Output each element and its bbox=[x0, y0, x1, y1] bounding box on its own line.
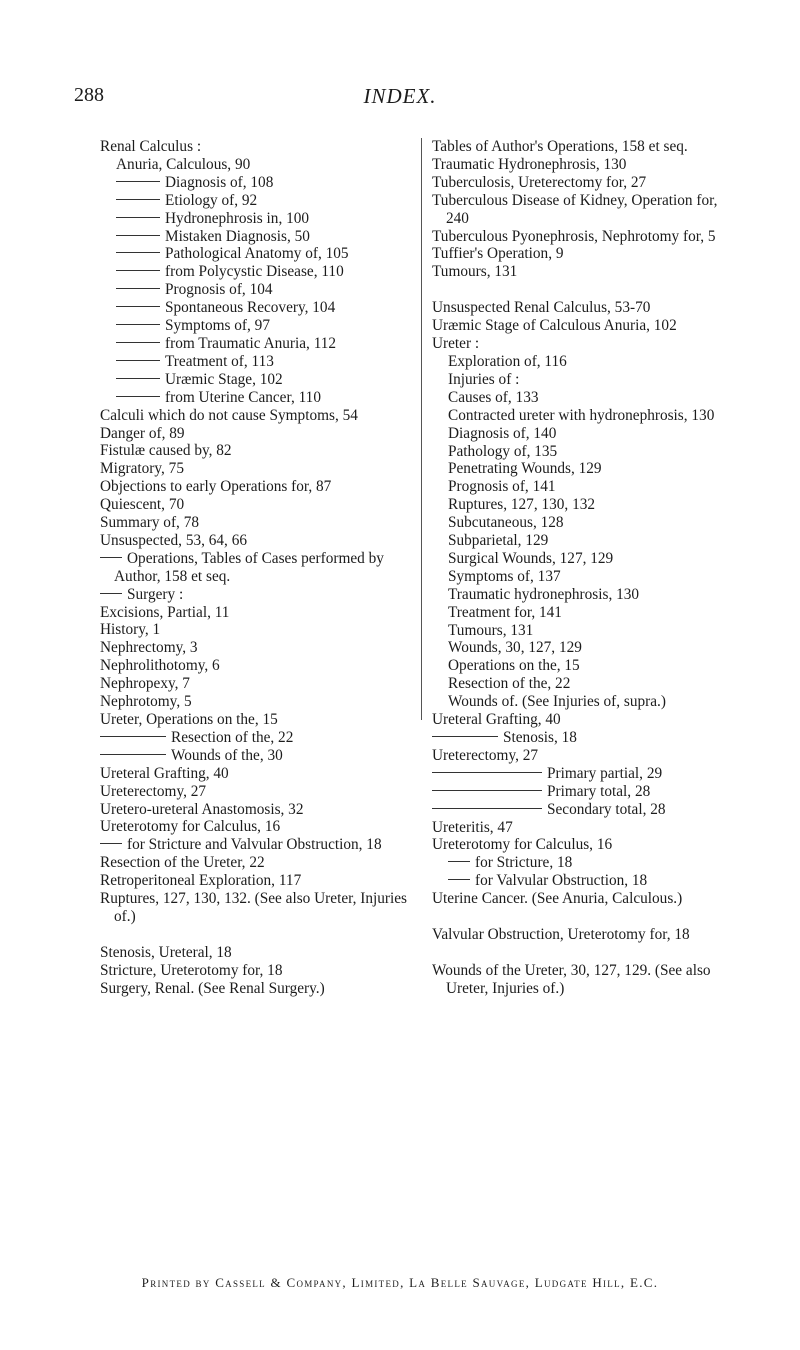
index-entry-text: from Uterine Cancer, 110 bbox=[165, 388, 321, 406]
index-entry bbox=[432, 693, 740, 711]
ditto-dash bbox=[116, 181, 160, 182]
index-entry bbox=[100, 639, 412, 657]
ditto-dash bbox=[116, 360, 160, 361]
index-entry-text: Retroperitoneal Exploration, 117 bbox=[100, 872, 302, 890]
index-entry-text: Wounds of the, 30 bbox=[171, 746, 283, 764]
ditto-dash bbox=[100, 736, 166, 737]
index-entry bbox=[100, 890, 412, 926]
index-entry-text: Uretero-ureteral Anastomosis, 32 bbox=[100, 800, 304, 818]
index-entry-text: Migratory, 75 bbox=[100, 460, 184, 478]
index-entry bbox=[432, 586, 740, 604]
ditto-dash bbox=[116, 324, 160, 325]
index-entry bbox=[432, 389, 740, 407]
index-entry-text: Summary of, 78 bbox=[100, 514, 199, 532]
index-entry bbox=[100, 210, 412, 228]
index-entry-text: Exploration of, 116 bbox=[448, 352, 567, 370]
index-entry-text: Unsuspected, 53, 64, 66 bbox=[100, 531, 248, 549]
index-entry-text: Tables of Author's Operations, 158 et seq. bbox=[432, 138, 688, 155]
index-entry-text: Stenosis, 18 bbox=[503, 729, 577, 746]
index-entry-text: Mistaken Diagnosis, 50 bbox=[165, 227, 310, 245]
index-entry-text: Wounds of. (See Injuries of, supra.) bbox=[448, 693, 666, 711]
index-entry bbox=[432, 228, 740, 246]
index-entry-text: Uræmic Stage, 102 bbox=[165, 370, 283, 388]
index-entry-text: Primary total, 28 bbox=[547, 782, 651, 800]
ditto-dash bbox=[116, 396, 160, 397]
index-entry bbox=[432, 514, 740, 532]
index-entry bbox=[100, 335, 412, 353]
index-entry-text: Surgery, Renal. (See Renal Surgery.) bbox=[100, 979, 325, 997]
ditto-dash bbox=[448, 861, 470, 862]
index-entry bbox=[432, 335, 740, 353]
index-entry bbox=[432, 443, 740, 461]
index-entry-text: Subcutaneous, 128 bbox=[448, 514, 564, 532]
index-entry bbox=[432, 353, 740, 371]
index-entry bbox=[432, 657, 740, 675]
index-entry-text: Primary partial, 29 bbox=[547, 764, 663, 782]
index-entry bbox=[432, 639, 740, 657]
index-entry bbox=[100, 818, 412, 836]
index-entry bbox=[100, 621, 412, 639]
index-entry bbox=[100, 711, 412, 729]
index-entry bbox=[100, 371, 412, 389]
index-entry-text: Tumours, 131 bbox=[448, 621, 534, 639]
ditto-dash bbox=[100, 557, 122, 558]
index-entry bbox=[100, 944, 412, 962]
index-entry bbox=[432, 747, 740, 765]
index-entry bbox=[432, 765, 740, 783]
index-entry bbox=[432, 532, 740, 550]
index-entry-text: Danger of, 89 bbox=[100, 424, 185, 442]
index-entry-text: Surgery : bbox=[127, 585, 184, 603]
index-entry-text: Prognosis of, 141 bbox=[448, 478, 556, 496]
index-entry-text: Quiescent, 70 bbox=[100, 496, 185, 514]
index-entry-text: from Traumatic Anuria, 112 bbox=[165, 334, 337, 352]
index-entry bbox=[432, 801, 740, 819]
index-entry-text: Nephropexy, 7 bbox=[100, 675, 190, 693]
running-title: INDEX. bbox=[363, 84, 437, 108]
index-entry-text: Ureteritis, 47 bbox=[432, 818, 513, 836]
index-entry bbox=[432, 729, 740, 747]
section-gap bbox=[432, 944, 740, 962]
ditto-dash bbox=[432, 790, 542, 791]
index-entry bbox=[432, 819, 740, 837]
ditto-dash bbox=[116, 199, 160, 200]
ditto-dash bbox=[432, 808, 542, 809]
index-entry-text: History, 1 bbox=[100, 621, 161, 639]
index-entry-text: Treatment for, 141 bbox=[448, 603, 562, 621]
index-entry bbox=[432, 854, 740, 872]
page-header bbox=[0, 84, 800, 114]
index-entry-text: Wounds of the Ureter, 30, 127, 129. (See also Ureter, Injuries of.) bbox=[432, 961, 711, 997]
index-entry-text: Symptoms of, 137 bbox=[448, 567, 561, 585]
index-entry-text: Uterine Cancer. (See Anuria, Calculous.) bbox=[432, 890, 683, 908]
ditto-dash bbox=[116, 342, 160, 343]
index-entry bbox=[100, 586, 412, 604]
index-entry bbox=[100, 693, 412, 711]
index-entry bbox=[100, 389, 412, 407]
column-divider bbox=[421, 138, 422, 720]
index-entry-text: Valvular Obstruction, Ureterotomy for, 18 bbox=[432, 926, 690, 944]
index-entry bbox=[432, 622, 740, 640]
ditto-dash bbox=[116, 288, 160, 289]
ditto-dash bbox=[100, 593, 122, 594]
index-entry bbox=[432, 962, 740, 998]
index-entry bbox=[100, 729, 412, 747]
index-entry bbox=[100, 550, 412, 586]
index-entry-text: Stenosis, Ureteral, 18 bbox=[100, 943, 232, 961]
index-entry-text: Uræmic Stage of Calculous Anuria, 102 bbox=[432, 317, 677, 335]
index-entry-text: Symptoms of, 97 bbox=[165, 317, 270, 335]
index-entry bbox=[100, 532, 412, 550]
ditto-dash bbox=[116, 306, 160, 307]
index-entry bbox=[100, 228, 412, 246]
index-entry-text: Ureter : bbox=[432, 335, 480, 353]
index-entry-text: Anuria, Calculous, 90 bbox=[116, 155, 251, 173]
index-entry-text: Tuberculous Pyonephrosis, Nephrotomy for, 5 bbox=[432, 227, 716, 245]
index-entry-text: Tuberculous Disease of Kidney, Operation for, 240 bbox=[432, 191, 718, 227]
page-number: 288 bbox=[74, 84, 104, 106]
index-entry bbox=[100, 783, 412, 801]
index-entry bbox=[432, 836, 740, 854]
index-entry bbox=[432, 138, 740, 156]
index-entry bbox=[100, 299, 412, 317]
index-entry-text: Injuries of : bbox=[448, 370, 520, 388]
index-entry-text: for Valvular Obstruction, 18 bbox=[475, 872, 648, 890]
index-entry-text: Ruptures, 127, 130, 132 bbox=[448, 496, 596, 514]
index-entry bbox=[432, 550, 740, 568]
index-entry-text: Ureterectomy, 27 bbox=[100, 782, 207, 800]
index-entry-text: Tuberculosis, Ureterectomy for, 27 bbox=[432, 173, 647, 191]
index-entry-text: Pathology of, 135 bbox=[448, 442, 558, 460]
index-entry-text: Fistulæ caused by, 82 bbox=[100, 442, 232, 460]
section-gap bbox=[432, 908, 740, 926]
index-column-right bbox=[432, 138, 740, 998]
ditto-dash bbox=[116, 270, 160, 271]
ditto-dash bbox=[116, 378, 160, 379]
index-entry-text: Surgical Wounds, 127, 129 bbox=[448, 549, 614, 567]
index-entry-text: Traumatic Hydronephrosis, 130 bbox=[432, 155, 627, 173]
index-entry-text: Wounds, 30, 127, 129 bbox=[448, 639, 582, 657]
index-entry bbox=[100, 765, 412, 783]
index-entry bbox=[432, 299, 740, 317]
index-entry bbox=[100, 514, 412, 532]
section-gap bbox=[432, 281, 740, 299]
index-entry-text: Tuffier's Operation, 9 bbox=[432, 245, 564, 263]
index-entry bbox=[100, 263, 412, 281]
index-entry bbox=[432, 460, 740, 478]
ditto-dash bbox=[116, 217, 160, 218]
index-entry-text: Tumours, 131 bbox=[432, 263, 518, 281]
index-entry-text: Prognosis of, 104 bbox=[165, 281, 273, 299]
index-entry bbox=[432, 192, 740, 228]
index-entry-text: Nephrolithotomy, 6 bbox=[100, 657, 220, 675]
index-entry bbox=[100, 138, 412, 156]
index-entry bbox=[100, 854, 412, 872]
index-entry-text: from Polycystic Disease, 110 bbox=[165, 263, 344, 281]
index-entry bbox=[100, 657, 412, 675]
index-entry-text: Stricture, Ureterotomy for, 18 bbox=[100, 961, 283, 979]
index-entry bbox=[100, 675, 412, 693]
index-entry-text: for Stricture and Valvular Obstruction, 18 bbox=[127, 836, 382, 854]
index-entry bbox=[432, 371, 740, 389]
index-entry bbox=[100, 156, 412, 174]
ditto-dash bbox=[100, 843, 122, 844]
index-entry-text: Causes of, 133 bbox=[448, 388, 539, 406]
index-entry bbox=[100, 604, 412, 622]
ditto-dash bbox=[116, 252, 160, 253]
index-entry-text: Etiology of, 92 bbox=[165, 191, 258, 209]
index-entry bbox=[100, 460, 412, 478]
index-entry-text: Nephrectomy, 3 bbox=[100, 639, 198, 657]
index-entry bbox=[100, 496, 412, 514]
printer-imprint: Printed by Cassell & Company, Limited, La Belle Sauvage, Ludgate Hill, E.C. bbox=[141, 1275, 659, 1290]
index-entry bbox=[100, 478, 412, 496]
index-entry-text: Ureteral Grafting, 40 bbox=[432, 711, 561, 729]
index-entry-text: Resection of the Ureter, 22 bbox=[100, 854, 265, 872]
index-entry bbox=[432, 478, 740, 496]
index-entry-text: Traumatic hydronephrosis, 130 bbox=[448, 585, 640, 603]
ditto-dash bbox=[448, 879, 470, 880]
index-entry bbox=[432, 263, 740, 281]
index-entry-text: Ureterectomy, 27 bbox=[432, 746, 539, 764]
index-entry-text: Ruptures, 127, 130, 132. (See also Ureter, Injuries of.) bbox=[100, 890, 407, 925]
index-entry bbox=[432, 890, 740, 908]
index-entry bbox=[100, 174, 412, 192]
index-entry bbox=[100, 980, 412, 998]
index-entry-text: Objections to early Operations for, 87 bbox=[100, 478, 332, 496]
index-entry bbox=[100, 962, 412, 980]
index-entry bbox=[432, 568, 740, 586]
index-entry bbox=[100, 442, 412, 460]
index-entry-text: Pathological Anatomy of, 105 bbox=[165, 245, 349, 263]
index-entry-text: Ureterotomy for Calculus, 16 bbox=[432, 836, 613, 854]
index-entry bbox=[100, 747, 412, 765]
index-entry-text: Diagnosis of, 140 bbox=[448, 424, 557, 442]
ditto-dash bbox=[432, 736, 498, 737]
index-entry bbox=[432, 783, 740, 801]
index-entry-text: Secondary total, 28 bbox=[547, 800, 666, 818]
index-entry-text: Renal Calculus : bbox=[100, 138, 202, 155]
index-entry bbox=[432, 711, 740, 729]
ditto-dash bbox=[432, 772, 542, 773]
index-entry bbox=[100, 407, 412, 425]
index-entry-text: Excisions, Partial, 11 bbox=[100, 603, 230, 621]
index-entry-text: Calculi which do not cause Symptoms, 54 bbox=[100, 406, 358, 424]
index-entry bbox=[100, 425, 412, 443]
index-entry-text: Treatment of, 113 bbox=[165, 352, 274, 370]
index-entry bbox=[432, 926, 740, 944]
index-entry bbox=[100, 872, 412, 890]
index-entry-text: Diagnosis of, 108 bbox=[165, 173, 274, 191]
index-entry-text: Operations on the, 15 bbox=[448, 657, 580, 675]
index-entry-text: Ureter, Operations on the, 15 bbox=[100, 711, 278, 728]
index-entry bbox=[432, 675, 740, 693]
index-entry-text: Ureterotomy for Calculus, 16 bbox=[100, 818, 281, 836]
index-entry bbox=[432, 245, 740, 263]
index-entry bbox=[432, 156, 740, 174]
index-entry-text: Subparietal, 129 bbox=[448, 532, 549, 550]
index-entry bbox=[100, 836, 412, 854]
index-entry bbox=[100, 353, 412, 371]
index-entry bbox=[432, 407, 740, 425]
index-entry-text: Penetrating Wounds, 129 bbox=[448, 460, 602, 478]
index-entry-text: Contracted ureter with hydronephrosis, 130 bbox=[448, 406, 715, 424]
ditto-dash bbox=[100, 754, 166, 755]
index-entry-text: Resection of the, 22 bbox=[448, 675, 571, 693]
index-entry-text: Unsuspected Renal Calculus, 53-70 bbox=[432, 299, 651, 317]
index-entry bbox=[432, 425, 740, 443]
index-entry bbox=[100, 801, 412, 819]
index-entry bbox=[100, 245, 412, 263]
ditto-dash bbox=[116, 235, 160, 236]
index-entry-text: Nephrotomy, 5 bbox=[100, 693, 192, 711]
index-entry-text: for Stricture, 18 bbox=[475, 854, 573, 872]
index-entry bbox=[432, 496, 740, 514]
index-entry bbox=[432, 174, 740, 192]
index-entry-text: Resection of the, 22 bbox=[171, 728, 294, 746]
index-entry-text: Ureteral Grafting, 40 bbox=[100, 764, 229, 782]
index-column-left bbox=[100, 138, 412, 998]
index-entry bbox=[432, 317, 740, 335]
index-entry bbox=[100, 281, 412, 299]
section-gap bbox=[100, 926, 412, 944]
index-entry bbox=[100, 192, 412, 210]
index-entry-text: Operations, Tables of Cases performed by Author, 158 et seq. bbox=[114, 549, 384, 585]
index-entry-text: Hydronephrosis in, 100 bbox=[165, 209, 310, 227]
index-entry bbox=[432, 872, 740, 890]
index-entry bbox=[432, 604, 740, 622]
index-entry-text: Spontaneous Recovery, 104 bbox=[165, 299, 336, 317]
index-entry bbox=[100, 317, 412, 335]
